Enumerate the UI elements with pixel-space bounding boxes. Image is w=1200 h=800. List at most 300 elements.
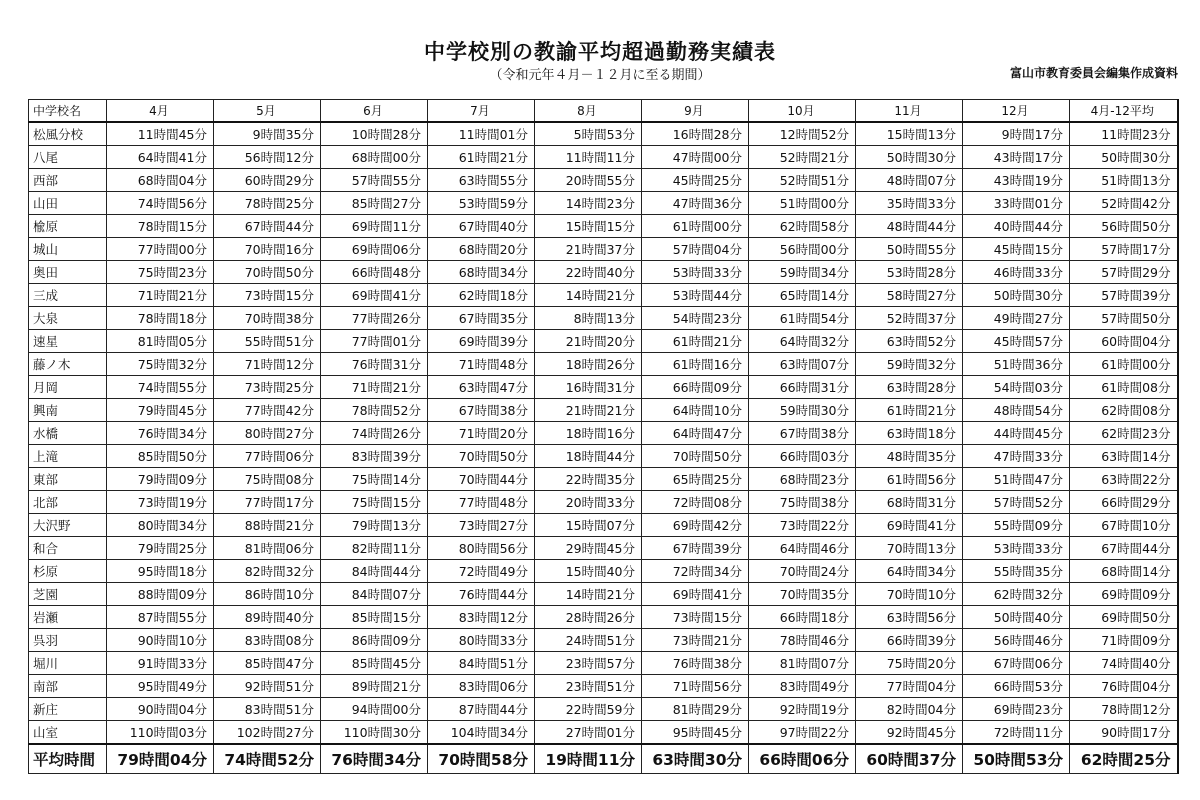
hours-cell: 73時間15分 — [214, 284, 321, 307]
hours-cell: 59時間30分 — [749, 399, 856, 422]
hours-cell: 21時間20分 — [535, 330, 642, 353]
table-row — [29, 215, 1178, 238]
hours-cell: 80時間34分 — [107, 514, 214, 537]
column-header-5: 8月 — [535, 100, 642, 123]
hours-cell: 81時間29分 — [642, 698, 749, 721]
hours-cell: 110時間03分 — [107, 721, 214, 745]
hours-cell: 81時間06分 — [214, 537, 321, 560]
hours-cell: 18時間26分 — [535, 353, 642, 376]
hours-cell: 45時間57分 — [963, 330, 1070, 353]
overtime-table — [28, 99, 1179, 774]
hours-cell: 88時間09分 — [107, 583, 214, 606]
hours-cell: 77時間01分 — [321, 330, 428, 353]
hours-cell: 76時間34分 — [107, 422, 214, 445]
hours-cell: 97時間22分 — [749, 721, 856, 745]
hours-cell: 77時間42分 — [214, 399, 321, 422]
hours-cell: 27時間01分 — [535, 721, 642, 745]
hours-cell: 20時間55分 — [535, 169, 642, 192]
hours-cell: 11時間45分 — [107, 122, 214, 146]
table-row — [29, 353, 1178, 376]
hours-cell: 83時間39分 — [321, 445, 428, 468]
hours-cell: 58時間27分 — [856, 284, 963, 307]
hours-cell: 68時間00分 — [321, 146, 428, 169]
table-row — [29, 652, 1178, 675]
average-hours-cell: 74時間52分 — [214, 744, 321, 774]
hours-cell: 71時間21分 — [321, 376, 428, 399]
hours-cell: 11時間11分 — [535, 146, 642, 169]
hours-cell: 83時間49分 — [749, 675, 856, 698]
hours-cell: 75時間15分 — [321, 491, 428, 514]
hours-cell: 50時間55分 — [856, 238, 963, 261]
hours-cell: 69時間41分 — [856, 514, 963, 537]
hours-cell: 50時間30分 — [1070, 146, 1178, 169]
school-name-cell: 北部 — [29, 491, 107, 514]
hours-cell: 84時間44分 — [321, 560, 428, 583]
hours-cell: 11時間23分 — [1070, 122, 1178, 146]
hours-cell: 70時間50分 — [428, 445, 535, 468]
hours-cell: 86時間09分 — [321, 629, 428, 652]
hours-cell: 73時間19分 — [107, 491, 214, 514]
hours-cell: 80時間56分 — [428, 537, 535, 560]
hours-cell: 56時間46分 — [963, 629, 1070, 652]
table-row — [29, 238, 1178, 261]
hours-cell: 68時間31分 — [856, 491, 963, 514]
hours-cell: 78時間25分 — [214, 192, 321, 215]
hours-cell: 47時間36分 — [642, 192, 749, 215]
hours-cell: 69時間42分 — [642, 514, 749, 537]
hours-cell: 52時間51分 — [749, 169, 856, 192]
hours-cell: 29時間45分 — [535, 537, 642, 560]
hours-cell: 68時間20分 — [428, 238, 535, 261]
hours-cell: 45時間15分 — [963, 238, 1070, 261]
school-name-cell: 松風分校 — [29, 122, 107, 146]
hours-cell: 63時間22分 — [1070, 468, 1178, 491]
school-name-cell: 月岡 — [29, 376, 107, 399]
hours-cell: 92時間19分 — [749, 698, 856, 721]
hours-cell: 67時間35分 — [428, 307, 535, 330]
hours-cell: 66時間31分 — [749, 376, 856, 399]
table-row — [29, 122, 1178, 146]
hours-cell: 46時間33分 — [963, 261, 1070, 284]
average-hours-cell: 66時間06分 — [749, 744, 856, 774]
hours-cell: 79時間45分 — [107, 399, 214, 422]
hours-cell: 83時間12分 — [428, 606, 535, 629]
hours-cell: 79時間09分 — [107, 468, 214, 491]
hours-cell: 70時間24分 — [749, 560, 856, 583]
average-hours-cell: 79時間04分 — [107, 744, 214, 774]
hours-cell: 61時間16分 — [642, 353, 749, 376]
hours-cell: 90時間04分 — [107, 698, 214, 721]
hours-cell: 74時間40分 — [1070, 652, 1178, 675]
column-header-9: 12月 — [963, 100, 1070, 123]
table-row — [29, 169, 1178, 192]
table-row — [29, 675, 1178, 698]
hours-cell: 70時間10分 — [856, 583, 963, 606]
hours-cell: 44時間45分 — [963, 422, 1070, 445]
hours-cell: 62時間58分 — [749, 215, 856, 238]
hours-cell: 82時間04分 — [856, 698, 963, 721]
hours-cell: 69時間41分 — [642, 583, 749, 606]
hours-cell: 51時間00分 — [749, 192, 856, 215]
column-header-1: 4月 — [107, 100, 214, 123]
hours-cell: 50時間40分 — [963, 606, 1070, 629]
hours-cell: 52時間37分 — [856, 307, 963, 330]
table-row — [29, 261, 1178, 284]
table-row — [29, 583, 1178, 606]
hours-cell: 15時間07分 — [535, 514, 642, 537]
hours-cell: 53時間28分 — [856, 261, 963, 284]
table-row — [29, 537, 1178, 560]
hours-cell: 82時間11分 — [321, 537, 428, 560]
hours-cell: 78時間46分 — [749, 629, 856, 652]
hours-cell: 61時間54分 — [749, 307, 856, 330]
hours-cell: 89時間40分 — [214, 606, 321, 629]
hours-cell: 20時間33分 — [535, 491, 642, 514]
hours-cell: 95時間18分 — [107, 560, 214, 583]
hours-cell: 54時間03分 — [963, 376, 1070, 399]
hours-cell: 50時間30分 — [963, 284, 1070, 307]
hours-cell: 95時間49分 — [107, 675, 214, 698]
hours-cell: 48時間44分 — [856, 215, 963, 238]
hours-cell: 82時間32分 — [214, 560, 321, 583]
hours-cell: 9時間17分 — [963, 122, 1070, 146]
hours-cell: 54時間23分 — [642, 307, 749, 330]
hours-cell: 70時間13分 — [856, 537, 963, 560]
hours-cell: 77時間06分 — [214, 445, 321, 468]
period-subtitle: （令和元年４月－１２月に至る期間） — [489, 68, 711, 83]
hours-cell: 84時間51分 — [428, 652, 535, 675]
hours-cell: 87時間44分 — [428, 698, 535, 721]
school-name-cell: 楡原 — [29, 215, 107, 238]
hours-cell: 51時間36分 — [963, 353, 1070, 376]
hours-cell: 61時間00分 — [1070, 353, 1178, 376]
hours-cell: 64時間10分 — [642, 399, 749, 422]
hours-cell: 75時間38分 — [749, 491, 856, 514]
column-header-3: 6月 — [321, 100, 428, 123]
hours-cell: 76時間31分 — [321, 353, 428, 376]
hours-cell: 73時間25分 — [214, 376, 321, 399]
hours-cell: 65時間14分 — [749, 284, 856, 307]
hours-cell: 76時間38分 — [642, 652, 749, 675]
school-name-cell: 和合 — [29, 537, 107, 560]
school-name-cell: 山田 — [29, 192, 107, 215]
hours-cell: 77時間17分 — [214, 491, 321, 514]
hours-cell: 21時間37分 — [535, 238, 642, 261]
hours-cell: 64時間41分 — [107, 146, 214, 169]
hours-cell: 72時間49分 — [428, 560, 535, 583]
hours-cell: 80時間33分 — [428, 629, 535, 652]
hours-cell: 68時間23分 — [749, 468, 856, 491]
hours-cell: 28時間26分 — [535, 606, 642, 629]
school-name-cell: 奥田 — [29, 261, 107, 284]
column-header-2: 5月 — [214, 100, 321, 123]
hours-cell: 79時間13分 — [321, 514, 428, 537]
school-name-cell: 藤ノ木 — [29, 353, 107, 376]
hours-cell: 110時間30分 — [321, 721, 428, 745]
hours-cell: 57時間52分 — [963, 491, 1070, 514]
hours-cell: 66時間03分 — [749, 445, 856, 468]
hours-cell: 22時間40分 — [535, 261, 642, 284]
hours-cell: 47時間00分 — [642, 146, 749, 169]
hours-cell: 66時間39分 — [856, 629, 963, 652]
hours-cell: 90時間10分 — [107, 629, 214, 652]
hours-cell: 53時間33分 — [963, 537, 1070, 560]
hours-cell: 63時間28分 — [856, 376, 963, 399]
hours-cell: 68時間34分 — [428, 261, 535, 284]
school-name-cell: 山室 — [29, 721, 107, 745]
hours-cell: 64時間46分 — [749, 537, 856, 560]
hours-cell: 56時間12分 — [214, 146, 321, 169]
hours-cell: 74時間26分 — [321, 422, 428, 445]
hours-cell: 63時間18分 — [856, 422, 963, 445]
hours-cell: 53時間33分 — [642, 261, 749, 284]
hours-cell: 95時間45分 — [642, 721, 749, 745]
hours-cell: 63時間14分 — [1070, 445, 1178, 468]
table-row — [29, 192, 1178, 215]
hours-cell: 70時間38分 — [214, 307, 321, 330]
school-name-cell: 東部 — [29, 468, 107, 491]
hours-cell: 74時間55分 — [107, 376, 214, 399]
hours-cell: 22時間59分 — [535, 698, 642, 721]
hours-cell: 62時間32分 — [963, 583, 1070, 606]
hours-cell: 72時間11分 — [963, 721, 1070, 745]
school-name-cell: 堀川 — [29, 652, 107, 675]
table-row — [29, 307, 1178, 330]
hours-cell: 85時間27分 — [321, 192, 428, 215]
hours-cell: 48時間35分 — [856, 445, 963, 468]
hours-cell: 83時間06分 — [428, 675, 535, 698]
hours-cell: 57時間29分 — [1070, 261, 1178, 284]
average-hours-cell: 70時間58分 — [428, 744, 535, 774]
hours-cell: 51時間47分 — [963, 468, 1070, 491]
hours-cell: 9時間35分 — [214, 122, 321, 146]
table-row — [29, 422, 1178, 445]
column-header-10: 4月-12平均 — [1070, 100, 1178, 123]
table-row — [29, 606, 1178, 629]
school-name-cell: 芝園 — [29, 583, 107, 606]
hours-cell: 53時間59分 — [428, 192, 535, 215]
hours-cell: 72時間08分 — [642, 491, 749, 514]
hours-cell: 70時間35分 — [749, 583, 856, 606]
hours-cell: 61時間21分 — [642, 330, 749, 353]
hours-cell: 68時間14分 — [1070, 560, 1178, 583]
hours-cell: 72時間34分 — [642, 560, 749, 583]
hours-cell: 10時間28分 — [321, 122, 428, 146]
hours-cell: 83時間51分 — [214, 698, 321, 721]
school-name-cell: 新庄 — [29, 698, 107, 721]
table-row — [29, 698, 1178, 721]
column-header-4: 7月 — [428, 100, 535, 123]
hours-cell: 57時間04分 — [642, 238, 749, 261]
table-row — [29, 560, 1178, 583]
hours-cell: 87時間55分 — [107, 606, 214, 629]
hours-cell: 84時間07分 — [321, 583, 428, 606]
hours-cell: 73時間15分 — [642, 606, 749, 629]
hours-cell: 75時間23分 — [107, 261, 214, 284]
hours-cell: 89時間21分 — [321, 675, 428, 698]
hours-cell: 21時間21分 — [535, 399, 642, 422]
hours-cell: 71時間20分 — [428, 422, 535, 445]
hours-cell: 86時間10分 — [214, 583, 321, 606]
school-name-cell: 大沢野 — [29, 514, 107, 537]
hours-cell: 78時間18分 — [107, 307, 214, 330]
hours-cell: 76時間44分 — [428, 583, 535, 606]
hours-cell: 60時間29分 — [214, 169, 321, 192]
school-name-cell: 南部 — [29, 675, 107, 698]
hours-cell: 75時間08分 — [214, 468, 321, 491]
hours-cell: 61時間56分 — [856, 468, 963, 491]
table-row — [29, 376, 1178, 399]
hours-cell: 88時間21分 — [214, 514, 321, 537]
hours-cell: 69時間06分 — [321, 238, 428, 261]
hours-cell: 45時間25分 — [642, 169, 749, 192]
hours-cell: 63時間52分 — [856, 330, 963, 353]
source-note: 富山市教育委員会編集作成資料 — [1009, 66, 1178, 80]
hours-cell: 69時間23分 — [963, 698, 1070, 721]
hours-cell: 62時間18分 — [428, 284, 535, 307]
hours-cell: 75時間20分 — [856, 652, 963, 675]
hours-cell: 73時間21分 — [642, 629, 749, 652]
hours-cell: 71時間12分 — [214, 353, 321, 376]
hours-cell: 23時間51分 — [535, 675, 642, 698]
hours-cell: 50時間30分 — [856, 146, 963, 169]
school-name-cell: 興南 — [29, 399, 107, 422]
hours-cell: 71時間48分 — [428, 353, 535, 376]
average-hours-cell: 62時間25分 — [1070, 744, 1178, 774]
hours-cell: 48時間07分 — [856, 169, 963, 192]
hours-cell: 66時間09分 — [642, 376, 749, 399]
table-row — [29, 330, 1178, 353]
hours-cell: 71時間56分 — [642, 675, 749, 698]
hours-cell: 69時間09分 — [1070, 583, 1178, 606]
table-row — [29, 629, 1178, 652]
hours-cell: 40時間44分 — [963, 215, 1070, 238]
hours-cell: 55時間09分 — [963, 514, 1070, 537]
hours-cell: 81時間05分 — [107, 330, 214, 353]
school-name-cell: 城山 — [29, 238, 107, 261]
hours-cell: 67時間38分 — [749, 422, 856, 445]
table-body — [29, 122, 1178, 744]
hours-cell: 78時間12分 — [1070, 698, 1178, 721]
hours-cell: 92時間45分 — [856, 721, 963, 745]
hours-cell: 77時間26分 — [321, 307, 428, 330]
hours-cell: 94時間00分 — [321, 698, 428, 721]
hours-cell: 61時間21分 — [428, 146, 535, 169]
hours-cell: 64時間32分 — [749, 330, 856, 353]
school-name-cell: 大泉 — [29, 307, 107, 330]
hours-cell: 69時間41分 — [321, 284, 428, 307]
hours-cell: 63時間47分 — [428, 376, 535, 399]
hours-cell: 52時間21分 — [749, 146, 856, 169]
hours-cell: 16時間31分 — [535, 376, 642, 399]
hours-cell: 14時間21分 — [535, 583, 642, 606]
header-row — [29, 100, 1178, 123]
hours-cell: 64時間34分 — [856, 560, 963, 583]
hours-cell: 67時間44分 — [214, 215, 321, 238]
hours-cell: 71時間21分 — [107, 284, 214, 307]
hours-cell: 64時間47分 — [642, 422, 749, 445]
document-title: 中学校別の教諭平均超過勤務実績表 — [424, 40, 776, 64]
column-header-7: 10月 — [749, 100, 856, 123]
hours-cell: 57時間39分 — [1070, 284, 1178, 307]
hours-cell: 59時間34分 — [749, 261, 856, 284]
hours-cell: 67時間39分 — [642, 537, 749, 560]
hours-cell: 66時間29分 — [1070, 491, 1178, 514]
table-row — [29, 445, 1178, 468]
hours-cell: 49時間27分 — [963, 307, 1070, 330]
hours-cell: 69時間11分 — [321, 215, 428, 238]
hours-cell: 71時間09分 — [1070, 629, 1178, 652]
hours-cell: 83時間08分 — [214, 629, 321, 652]
hours-cell: 63時間56分 — [856, 606, 963, 629]
hours-cell: 90時間17分 — [1070, 721, 1178, 745]
hours-cell: 15時間13分 — [856, 122, 963, 146]
hours-cell: 67時間38分 — [428, 399, 535, 422]
hours-cell: 67時間40分 — [428, 215, 535, 238]
hours-cell: 74時間56分 — [107, 192, 214, 215]
hours-cell: 57時間55分 — [321, 169, 428, 192]
hours-cell: 35時間33分 — [856, 192, 963, 215]
hours-cell: 18時間44分 — [535, 445, 642, 468]
hours-cell: 16時間28分 — [642, 122, 749, 146]
hours-cell: 55時間35分 — [963, 560, 1070, 583]
hours-cell: 62時間23分 — [1070, 422, 1178, 445]
hours-cell: 51時間13分 — [1070, 169, 1178, 192]
hours-cell: 70時間50分 — [214, 261, 321, 284]
hours-cell: 15時間40分 — [535, 560, 642, 583]
hours-cell: 23時間57分 — [535, 652, 642, 675]
table-row — [29, 491, 1178, 514]
hours-cell: 65時間25分 — [642, 468, 749, 491]
hours-cell: 18時間16分 — [535, 422, 642, 445]
table-row — [29, 514, 1178, 537]
hours-cell: 57時間17分 — [1070, 238, 1178, 261]
hours-cell: 66時間18分 — [749, 606, 856, 629]
hours-cell: 80時間27分 — [214, 422, 321, 445]
hours-cell: 70時間16分 — [214, 238, 321, 261]
hours-cell: 81時間07分 — [749, 652, 856, 675]
average-hours-cell: 76時間34分 — [321, 744, 428, 774]
hours-cell: 61時間08分 — [1070, 376, 1178, 399]
school-name-cell: 水橋 — [29, 422, 107, 445]
hours-cell: 60時間04分 — [1070, 330, 1178, 353]
hours-cell: 56時間00分 — [749, 238, 856, 261]
hours-cell: 66時間48分 — [321, 261, 428, 284]
hours-cell: 67時間10分 — [1070, 514, 1178, 537]
hours-cell: 91時間33分 — [107, 652, 214, 675]
hours-cell: 78時間52分 — [321, 399, 428, 422]
school-name-cell: 西部 — [29, 169, 107, 192]
school-name-cell: 呉羽 — [29, 629, 107, 652]
school-name-cell: 速星 — [29, 330, 107, 353]
school-name-cell: 岩瀬 — [29, 606, 107, 629]
hours-cell: 14時間21分 — [535, 284, 642, 307]
hours-cell: 77時間04分 — [856, 675, 963, 698]
hours-cell: 102時間27分 — [214, 721, 321, 745]
hours-cell: 63時間07分 — [749, 353, 856, 376]
average-hours-cell: 63時間30分 — [642, 744, 749, 774]
average-hours-cell: 50時間53分 — [963, 744, 1070, 774]
table-row — [29, 284, 1178, 307]
hours-cell: 61時間21分 — [856, 399, 963, 422]
hours-cell: 63時間55分 — [428, 169, 535, 192]
hours-cell: 5時間53分 — [535, 122, 642, 146]
column-header-6: 9月 — [642, 100, 749, 123]
hours-cell: 52時間42分 — [1070, 192, 1178, 215]
hours-cell: 75時間32分 — [107, 353, 214, 376]
hours-cell: 69時間50分 — [1070, 606, 1178, 629]
average-label-cell: 平均時間 — [29, 744, 107, 774]
